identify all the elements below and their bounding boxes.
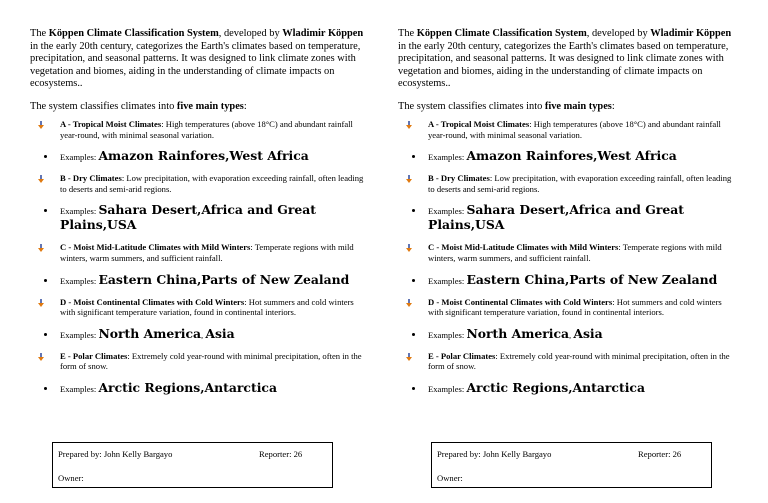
dot-bullet-icon [412, 279, 415, 282]
types-count: five main types [544, 100, 612, 112]
example-place: Amazon Rainfores,West Africa [466, 148, 677, 164]
example-separator: , [569, 329, 574, 340]
example-item [398, 273, 736, 288]
climate-type-title: C - Moist Mid-Latitude Climates with Mild Winters [60, 242, 251, 253]
example-item [30, 149, 368, 164]
intro-text: in the early 20th century, categorizes the Earth's climates based on temperature, precipitation, and seasonal patterns. It was designed to link climate zones with vegetation and biomes, aiding in the understanding of climate impacts on ecosystems.. [30, 40, 361, 90]
climate-type-desc: : Extremely cold year-round with minimal precipitation, often in the form of snow. [60, 350, 362, 372]
arrow-bullet-icon [404, 352, 414, 362]
example-item [30, 327, 368, 342]
climate-list [30, 119, 368, 396]
dot-bullet-icon [44, 209, 47, 212]
climate-type-title: A - Tropical Moist Climates [428, 118, 530, 129]
arrow-bullet-icon [36, 243, 46, 253]
types-intro-text: The system classifies climates into [398, 100, 545, 112]
example-place: Arctic Regions,Antarctica [98, 379, 277, 395]
climate-type-desc: : High temperatures (above 18°C) and abundant rainfall year-round, with minimal seasonal variation. [428, 118, 721, 140]
types-intro [30, 100, 368, 113]
example-place: Eastern China,Parts of New Zealand [98, 271, 350, 287]
climate-type-title: C - Moist Mid-Latitude Climates with Mild Winters [428, 242, 619, 253]
climate-type-title: A - Tropical Moist Climates [60, 118, 162, 129]
arrow-bullet-icon [404, 298, 414, 308]
climate-type-item [398, 242, 736, 263]
climate-type-desc: : High temperatures (above 18°C) and abundant rainfall year-round, with minimal seasonal variation. [60, 118, 353, 140]
arrow-bullet-icon [36, 298, 46, 308]
arrow-bullet-icon [404, 243, 414, 253]
intro-text: The [398, 28, 417, 39]
dot-bullet-icon [44, 279, 47, 282]
examples-label: Examples: [60, 329, 99, 340]
examples-label: Examples: [60, 275, 99, 286]
dot-bullet-icon [412, 333, 415, 336]
examples-label: Examples: [428, 329, 467, 340]
arrow-bullet-icon [36, 174, 46, 184]
examples-label: Examples: [60, 152, 99, 163]
document-page-left [30, 28, 368, 405]
climate-type-title: B - Dry Climates [428, 173, 490, 184]
intro-paragraph [30, 28, 368, 91]
system-name: Köppen Climate Classification System [48, 28, 219, 39]
types-intro-text: The system classifies climates into [30, 100, 177, 112]
examples-label: Examples: [60, 383, 99, 394]
climate-type-desc: : Extremely cold year-round with minimal precipitation, often in the form of snow. [428, 350, 730, 372]
reporter-number: Reporter: 26 [259, 449, 303, 459]
climate-type-title: E - Polar Climates [428, 350, 496, 361]
climate-type-title: E - Polar Climates [60, 350, 128, 361]
examples-label: Examples: [428, 383, 467, 394]
example-item [30, 203, 368, 233]
author-name: Wladimir Köppen [282, 28, 364, 39]
arrow-bullet-icon [36, 352, 46, 362]
author-name: Wladimir Köppen [650, 28, 732, 39]
example-item [398, 203, 736, 233]
examples-label: Examples: [428, 206, 467, 217]
example-place: Arctic Regions,Antarctica [466, 379, 645, 395]
reporter-number: Reporter: 26 [638, 449, 682, 459]
example-separator: , [201, 329, 206, 340]
example-place: Asia [573, 325, 603, 341]
climate-type-desc: : Temperate regions with mild winters, warm summers, and sufficient rainfall. [60, 242, 354, 263]
types-intro-colon: : [243, 100, 247, 112]
types-intro-colon: : [611, 100, 615, 112]
owner-field: Owner: [437, 473, 463, 483]
climate-list [398, 119, 736, 396]
types-count: five main types [176, 100, 244, 112]
dot-bullet-icon [412, 155, 415, 158]
climate-type-item [30, 173, 368, 194]
types-intro [398, 100, 736, 113]
climate-type-item [398, 119, 736, 140]
example-place: Sahara Desert,Africa and Great Plains,USA [428, 202, 684, 233]
document-page-right [398, 28, 736, 405]
climate-type-item [30, 351, 368, 372]
footer-box [431, 442, 712, 488]
climate-type-item [30, 297, 368, 318]
system-name: Köppen Climate Classification System [416, 28, 587, 39]
examples-label: Examples: [428, 275, 467, 286]
dot-bullet-icon [412, 209, 415, 212]
climate-type-item [398, 173, 736, 194]
climate-type-item [30, 242, 368, 263]
example-item [30, 381, 368, 396]
climate-type-title: D - Moist Continental Climates with Cold Winters [60, 296, 245, 307]
intro-paragraph [398, 28, 736, 91]
example-place: North America [98, 325, 202, 341]
prepared-by: Prepared by: John Kelly Bargayo [437, 449, 552, 459]
example-place: Eastern China,Parts of New Zealand [466, 271, 718, 287]
examples-label: Examples: [428, 152, 467, 163]
climate-type-desc: : Hot summers and cold winters with significant temperature variation, found in continental interiors. [428, 296, 722, 318]
examples-label: Examples: [60, 206, 99, 217]
dot-bullet-icon [44, 155, 47, 158]
climate-type-desc: : Low precipitation, with evaporation exceeding rainfall, often leading to deserts and semi-arid regions. [60, 173, 364, 194]
example-place: North America [466, 325, 570, 341]
climate-type-item [30, 119, 368, 140]
prepared-by: Prepared by: John Kelly Bargayo [58, 449, 173, 459]
intro-text: The [30, 28, 49, 39]
climate-type-item [398, 351, 736, 372]
climate-type-item [398, 297, 736, 318]
example-place: Asia [205, 325, 235, 341]
dot-bullet-icon [44, 387, 47, 390]
climate-type-desc: : Hot summers and cold winters with significant temperature variation, found in continental interiors. [60, 296, 354, 318]
arrow-bullet-icon [404, 120, 414, 130]
climate-type-desc: : Temperate regions with mild winters, warm summers, and sufficient rainfall. [428, 242, 722, 263]
dot-bullet-icon [44, 333, 47, 336]
example-item [30, 273, 368, 288]
dot-bullet-icon [412, 387, 415, 390]
climate-type-title: B - Dry Climates [60, 173, 122, 184]
climate-type-title: D - Moist Continental Climates with Cold Winters [428, 296, 613, 307]
intro-text: , developed by [586, 28, 651, 39]
intro-text: , developed by [218, 28, 283, 39]
example-place: Amazon Rainfores,West Africa [98, 148, 309, 164]
example-item [398, 381, 736, 396]
example-item [398, 149, 736, 164]
intro-text: in the early 20th century, categorizes the Earth's climates based on temperature, precipitation, and seasonal patterns. It was designed to link climate zones with vegetation and biomes, aiding in the understanding of climate impacts on ecosystems.. [398, 40, 729, 90]
arrow-bullet-icon [404, 174, 414, 184]
example-place: Sahara Desert,Africa and Great Plains,USA [60, 202, 316, 233]
climate-type-desc: : Low precipitation, with evaporation exceeding rainfall, often leading to deserts and semi-arid regions. [428, 173, 732, 194]
example-item [398, 327, 736, 342]
footer-box [52, 442, 333, 488]
owner-field: Owner: [58, 473, 84, 483]
arrow-bullet-icon [36, 120, 46, 130]
